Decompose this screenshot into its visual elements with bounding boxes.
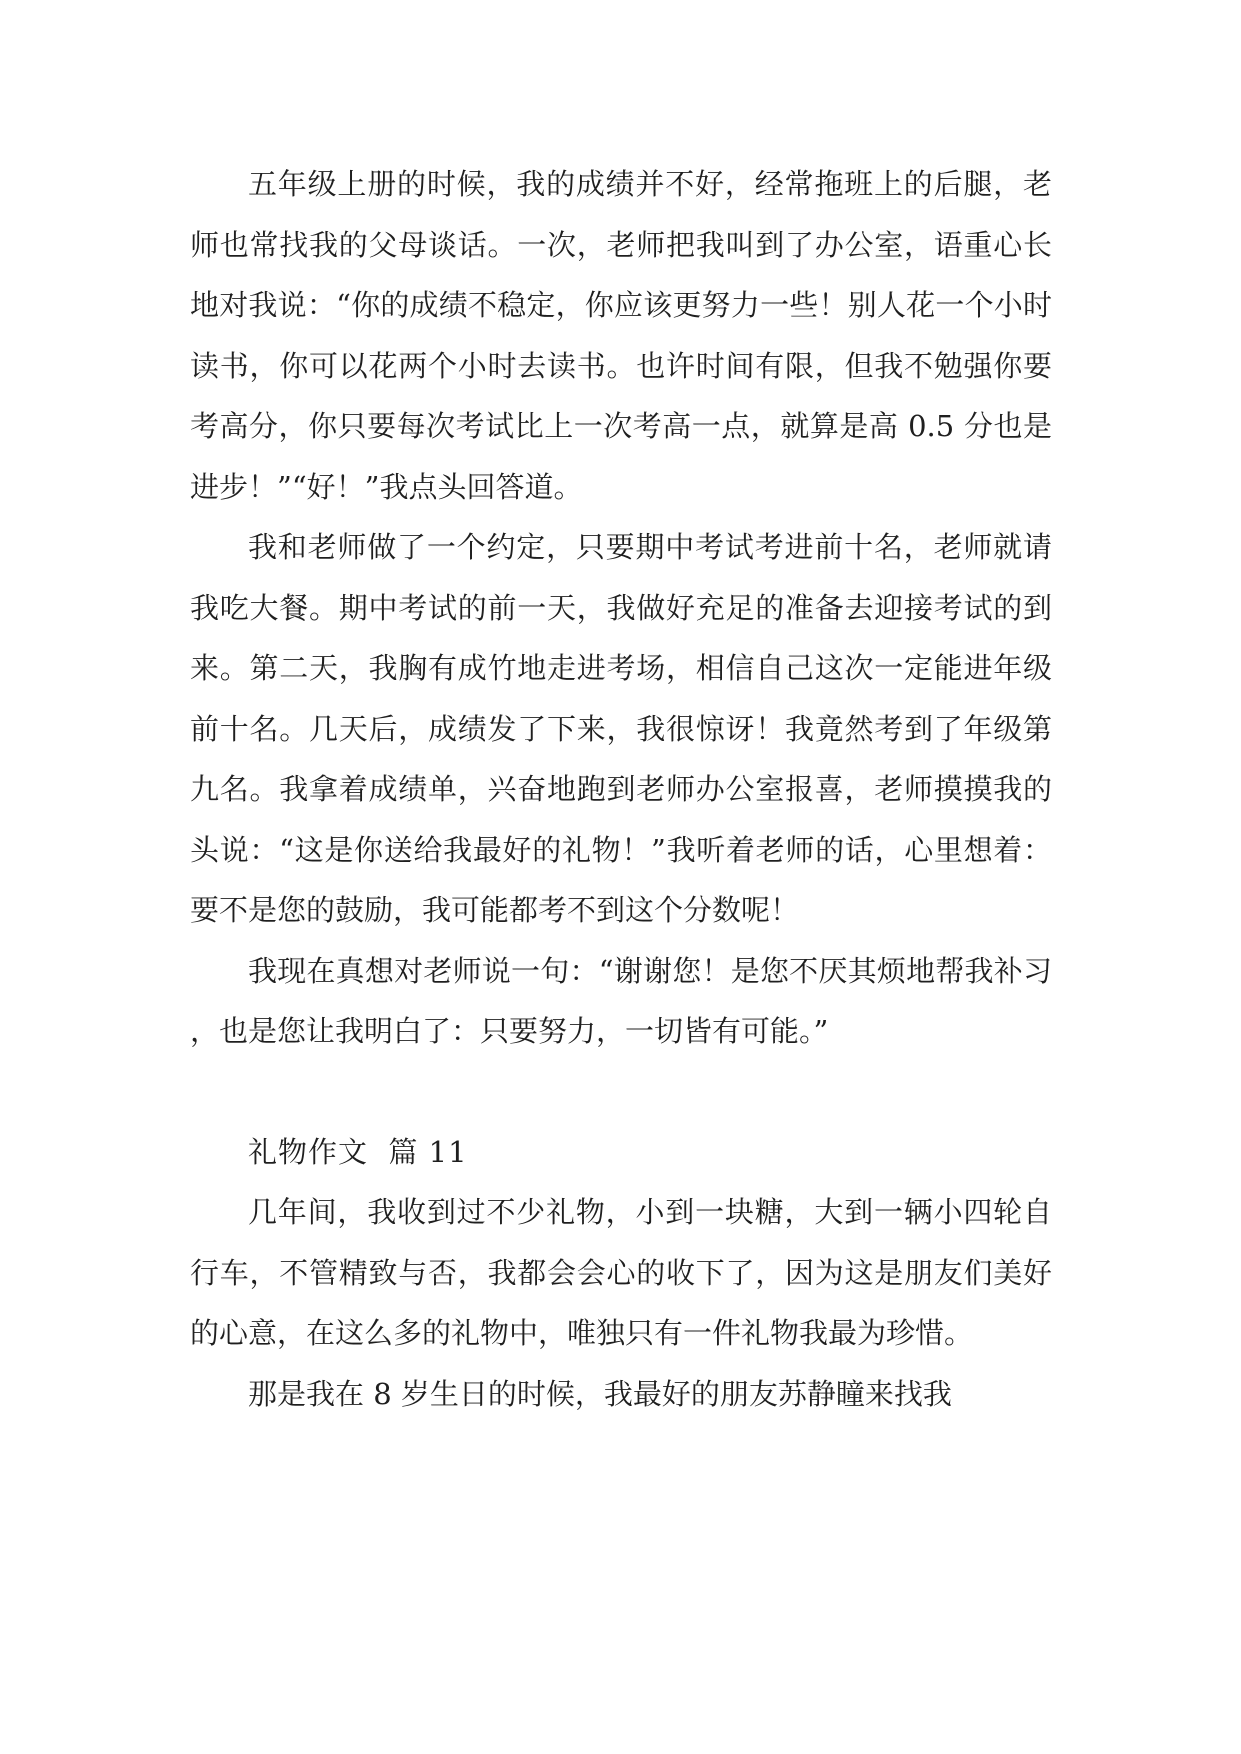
paragraph: 我现在真想对老师说一句：“谢谢您！是您不厌其烦地帮我补习，也是您让我明白了：只要努力，一切皆有可能。” bbox=[190, 953, 1052, 1048]
paragraph: 我和老师做了一个约定，只要期中考试考进前十名，老师就请我吃大餐。期中考试的前一天，我做好充足的准备去迎接考试的到来。第二天，我胸有成竹地走进考场，相信自己这次一定能进年级前十名。几天后，成绩发了下来，我很惊讶！我竟然考到了年级第九名。我拿着成绩单，兴奋地跑到老师办公室报喜，老师摸摸我的头说：“这是你送给我最好的礼物！”我听着老师的话，心里想着：要不是您的鼓励，我可能都考不到这个分数呢！ bbox=[190, 530, 1052, 927]
document-body bbox=[190, 154, 1052, 1424]
paragraph: 几年间，我收到过不少礼物，小到一块糖，大到一辆小四轮自行车，不管精致与否，我都会会心的收下了，因为这是朋友们美好的心意，在这么多的礼物中，唯独只有一件礼物我最为珍惜。 bbox=[190, 1195, 1052, 1350]
section-title: 礼物作文 篇 11 bbox=[248, 1134, 468, 1169]
paragraph: 那是我在 8 岁生日的时候，我最好的朋友苏静瞳来找我 bbox=[248, 1376, 952, 1411]
paragraph: 五年级上册的时候，我的成绩并不好，经常拖班上的后腿，老师也常找我的父母谈话。一次，老师把我叫到了办公室，语重心长地对我说：“你的成绩不稳定，你应该更努力一些！别人花一个小时读书，你可以花两个小时去读书。也许时间有限，但我不勉强你要考高分，你只要每次考试比上一次考高一点，就算是高 0.5 分也是进步！”“好！”我点头回答道。 bbox=[190, 167, 1052, 504]
